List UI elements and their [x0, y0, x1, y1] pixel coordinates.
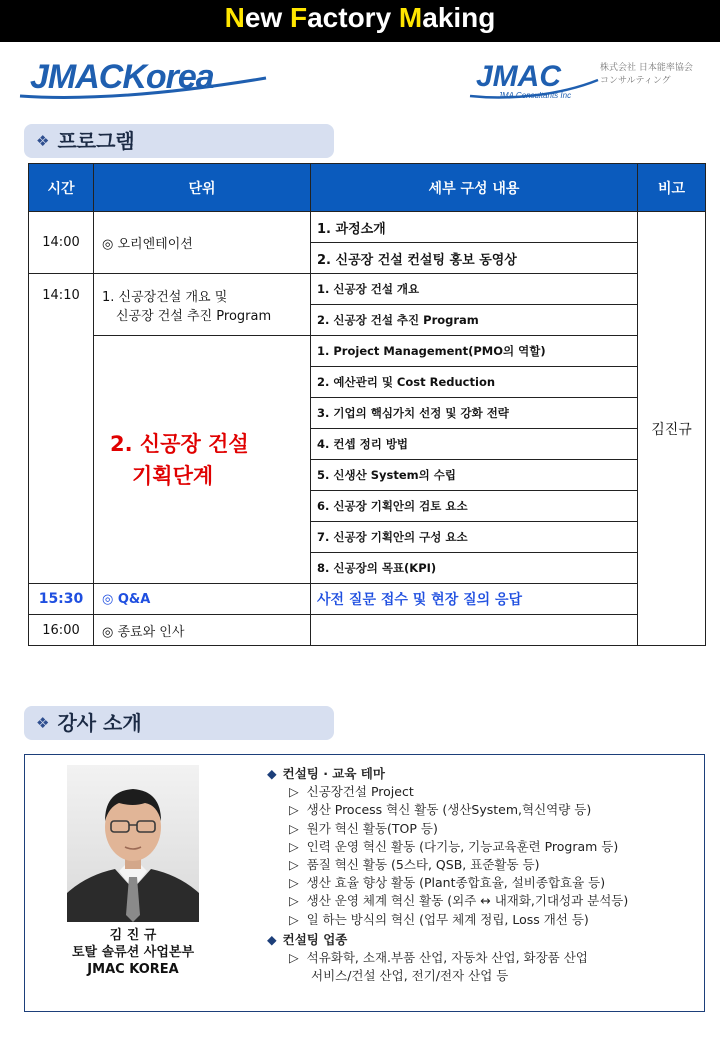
- unit-cell: [94, 274, 311, 336]
- time-cell: 16:00: [29, 615, 94, 646]
- list-item: [267, 856, 628, 874]
- theme-list: [267, 765, 628, 985]
- header-detail: 세부 구성 내용: [311, 164, 638, 212]
- list-item: [267, 874, 628, 892]
- table-row: [29, 274, 706, 305]
- banner-letter-f: F: [289, 2, 308, 33]
- list-item-text: 생산 Process 혁신 활동 (생산System,혁신역량 등): [306, 802, 592, 818]
- industry-heading: [267, 931, 628, 949]
- detail-cell: 1. Project Management(PMO의 역할): [311, 336, 638, 367]
- detail-cell: 1. 과정소개: [311, 212, 638, 243]
- list-item-text: 품질 혁신 활동 (5스타, QSB, 표준활동 등): [306, 857, 540, 873]
- header-time: 시간: [29, 164, 94, 212]
- instructor-caption: [35, 927, 231, 978]
- triangle-bullet-icon: ▷: [289, 911, 299, 927]
- note-cell: 김진규: [638, 212, 706, 646]
- list-item-text: 석유화학, 소재.부품 산업, 자동차 산업, 화장품 산업: [306, 950, 588, 966]
- svg-text:JMACKorea: JMACKorea: [30, 58, 214, 96]
- list-item: [267, 838, 628, 856]
- unit-cell: ◎ Q&A: [94, 584, 311, 615]
- unit-cell: ◎ 종료와 인사: [94, 615, 311, 646]
- detail-cell: 8. 신공장의 목표(KPI): [311, 553, 638, 584]
- triangle-bullet-icon: ▷: [289, 838, 299, 854]
- list-item-text: 서비스/건설 산업, 전기/전자 산업 등: [311, 968, 509, 984]
- instructor-photo: [67, 765, 199, 922]
- instructor-section-header: [24, 706, 334, 740]
- instructor-box: [24, 754, 705, 1012]
- detail-cell: 2. 신공장 건설 컨설팅 홍보 동영상: [311, 243, 638, 274]
- theme-heading: [267, 765, 628, 783]
- banner-title: [0, 0, 720, 42]
- unit-line: 1. 신공장건설 개요 및: [102, 290, 228, 305]
- list-item-text: 인력 운영 혁신 활동 (다기능, 기능교육훈련 Program 등): [306, 838, 619, 854]
- list-item-text: 생산 운영 체계 혁신 활동 (외주 ↔ 내재화,기대성과 분석등): [306, 893, 629, 909]
- table-row: [29, 615, 706, 646]
- table-row: [29, 584, 706, 615]
- jmac-consultants-logo: [468, 56, 713, 102]
- banner-word-actory: actory: [307, 2, 399, 33]
- diamond-bullet-icon: ❖: [36, 132, 50, 150]
- svg-text:株式会社 日本能率協会: 株式会社 日本能率協会: [600, 63, 693, 73]
- planning-stage-cell: [94, 336, 311, 584]
- list-item: [267, 892, 628, 910]
- table-header-row: [29, 164, 706, 212]
- detail-cell: 6. 신공장 기획안의 검토 요소: [311, 491, 638, 522]
- list-item-text: 생산 효율 향상 활동 (Plant종합효율, 설비종합효율 등): [306, 875, 606, 891]
- list-item: [267, 820, 628, 838]
- triangle-bullet-icon: ▷: [289, 820, 299, 836]
- instructor-department: 토탈 솔류션 사업본부: [71, 945, 195, 960]
- banner-word-ew: ew: [244, 2, 290, 33]
- banner-word-aking: aking: [422, 2, 496, 33]
- program-table: [28, 163, 706, 646]
- header-unit: 단위: [94, 164, 311, 212]
- list-item-text: 일 하는 방식의 혁신 (업무 체계 정립, Loss 개선 등): [306, 911, 589, 927]
- list-item: [267, 949, 628, 967]
- list-item: [267, 801, 628, 819]
- svg-text:コンサルティング: コンサルティング: [600, 76, 671, 86]
- time-cell: 14:10: [29, 274, 94, 584]
- detail-cell: 2. 예산관리 및 Cost Reduction: [311, 367, 638, 398]
- diamond-bullet-icon: ◆: [267, 766, 277, 781]
- list-item: [267, 911, 628, 929]
- triangle-bullet-icon: ▷: [289, 893, 299, 909]
- detail-cell: 4. 컨셉 정리 방법: [311, 429, 638, 460]
- planning-stage-line: 2. 신공장 건설: [110, 431, 249, 456]
- program-title: 프로그램: [57, 129, 135, 153]
- triangle-bullet-icon: ▷: [289, 784, 299, 800]
- planning-stage-line: 기획단계: [132, 463, 214, 488]
- instructor-name: 김 진 규: [109, 928, 157, 943]
- triangle-bullet-icon: ▷: [289, 802, 299, 818]
- banner-letter-m: M: [398, 2, 423, 33]
- detail-cell: 2. 신공장 건설 추진 Program: [311, 305, 638, 336]
- list-item: [267, 967, 628, 985]
- detail-cell: 사전 질문 접수 및 현장 질의 응답: [311, 584, 638, 615]
- detail-cell: [311, 615, 638, 646]
- detail-cell: 3. 기업의 핵심가치 선정 및 강화 전략: [311, 398, 638, 429]
- svg-text:JMAC: JMAC: [476, 60, 562, 93]
- list-item-text: 신공장건설 Project: [306, 784, 414, 800]
- table-row: [29, 212, 706, 243]
- triangle-bullet-icon: ▷: [289, 950, 299, 966]
- list-item-text: 원가 혁신 활동(TOP 등): [306, 820, 438, 836]
- instructor-title: 강사 소개: [57, 711, 142, 735]
- industry-heading-text: 컨설팅 업종: [282, 931, 348, 947]
- time-cell: 14:00: [29, 212, 94, 274]
- table-row: [29, 336, 706, 367]
- instructor-company: JMAC KOREA: [87, 962, 179, 977]
- header-note: 비고: [638, 164, 706, 212]
- time-cell: 15:30: [29, 584, 94, 615]
- banner-letter-n: N: [224, 2, 245, 33]
- theme-heading-text: 컨설팅 · 교육 테마: [282, 766, 385, 781]
- jmac-korea-logo: [18, 56, 268, 102]
- unit-line: 신공장 건설 추진 Program: [116, 309, 272, 324]
- detail-cell: 1. 신공장 건설 개요: [311, 274, 638, 305]
- detail-cell: 7. 신공장 기획안의 구성 요소: [311, 522, 638, 553]
- detail-cell: 5. 신생산 System의 수립: [311, 460, 638, 491]
- svg-text:JMA Consultants Inc: JMA Consultants Inc: [498, 91, 572, 100]
- list-item: [267, 783, 628, 801]
- triangle-bullet-icon: ▷: [289, 875, 299, 891]
- unit-cell: ◎ 오리엔테이션: [94, 212, 311, 274]
- program-section-header: [24, 124, 334, 158]
- triangle-bullet-icon: ▷: [289, 857, 299, 873]
- diamond-bullet-icon: ❖: [36, 714, 50, 732]
- diamond-bullet-icon: ◆: [267, 931, 277, 947]
